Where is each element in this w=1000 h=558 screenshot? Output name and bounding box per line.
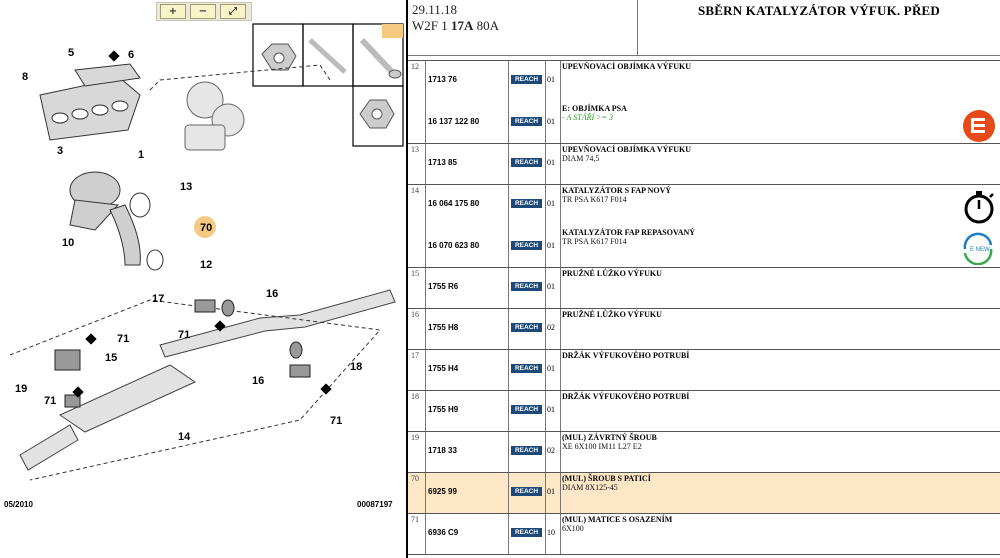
part-row[interactable] <box>408 144 1000 186</box>
part-group-18[interactable] <box>408 390 1000 432</box>
part-name: DRŽÁK VÝFUKOVÉHO POTRUBÍ <box>562 392 690 401</box>
part-row[interactable] <box>408 268 1000 310</box>
reach-badge: REACH <box>511 405 542 414</box>
part-quantity: 01 <box>547 199 555 208</box>
exploded-diagram-panel[interactable] <box>0 0 406 558</box>
svg-text:71: 71 <box>44 395 57 407</box>
header-info <box>412 2 638 34</box>
svg-text:71: 71 <box>330 415 343 427</box>
part-row[interactable] <box>408 432 1000 474</box>
part-description: DIAM 8X125-45 <box>562 483 618 492</box>
zoom-out-icon: − <box>198 6 208 17</box>
svg-text:16: 16 <box>266 288 279 300</box>
reach-badge: REACH <box>511 487 542 496</box>
group-number: 12 <box>411 62 419 71</box>
group-number: 18 <box>411 392 419 401</box>
reach-badge: REACH <box>511 364 542 373</box>
svg-text:8: 8 <box>22 71 29 83</box>
exhaust-drawing <box>0 0 406 520</box>
part-row[interactable] <box>408 227 1000 269</box>
part-row[interactable] <box>408 391 1000 433</box>
part-reference[interactable]: 1755 H4 <box>428 364 459 373</box>
svg-text:17: 17 <box>152 293 165 305</box>
diagram-code: 00087197 <box>357 500 393 509</box>
parts-table <box>408 60 1000 555</box>
part-row[interactable] <box>408 350 1000 392</box>
part-group-71[interactable] <box>408 513 1000 555</box>
part-reference[interactable]: 1718 33 <box>428 446 457 455</box>
reach-badge: REACH <box>511 446 542 455</box>
group-number: 14 <box>411 186 419 195</box>
part-description: 6X100 <box>562 524 584 533</box>
header-model: W2F 1 17A 80A <box>412 18 500 33</box>
svg-text:5: 5 <box>68 47 75 59</box>
zoom-fit-icon: ⤢ <box>229 6 237 17</box>
group-number: 70 <box>411 474 419 483</box>
part-group-15[interactable] <box>408 267 1000 309</box>
part-group-13[interactable] <box>408 143 1000 185</box>
svg-text:16: 16 <box>252 375 265 387</box>
svg-text:71: 71 <box>178 329 191 341</box>
part-quantity: 01 <box>547 75 555 84</box>
reach-badge: REACH <box>511 75 542 84</box>
part-reference[interactable]: 16 070 623 80 <box>428 241 480 250</box>
part-description: XE 6X100 IM11 L27 E2 <box>562 442 642 451</box>
reach-badge: REACH <box>511 528 542 537</box>
part-quantity: 01 <box>547 405 555 414</box>
stopwatch-icon <box>962 189 996 230</box>
reach-badge: REACH <box>511 323 542 332</box>
part-name: (MUL) MATICE S OSAZENÍM <box>562 515 673 524</box>
svg-text:3: 3 <box>57 145 64 157</box>
reach-badge: REACH <box>511 241 542 250</box>
svg-text:71: 71 <box>117 333 130 345</box>
page-title: SBĚRN KATALYZÁTOR VÝFUK. PŘED <box>697 3 940 18</box>
part-row[interactable] <box>408 185 1000 227</box>
part-quantity: 01 <box>547 282 555 291</box>
diagram-date: 05/2010 <box>4 500 33 509</box>
part-name: (MUL) ŠROUB S PATICÍ <box>562 474 651 483</box>
part-row[interactable] <box>408 103 1000 145</box>
part-row[interactable] <box>408 514 1000 556</box>
part-group-16[interactable] <box>408 308 1000 350</box>
part-reference[interactable]: 16 137 122 80 <box>428 117 480 126</box>
part-name: PRUŽNÉ LŮŽKO VÝFUKU <box>562 269 662 278</box>
zoom-in-icon: + <box>168 6 178 17</box>
part-description: DIAM 74,5 <box>562 154 600 163</box>
part-reference[interactable]: 1755 H8 <box>428 323 459 332</box>
part-quantity: 01 <box>547 241 555 250</box>
group-number: 17 <box>411 351 419 360</box>
renew-exchange-icon <box>960 231 996 270</box>
part-reference[interactable]: 1713 85 <box>428 158 457 167</box>
svg-text:1: 1 <box>138 149 145 161</box>
part-quantity: 02 <box>547 446 555 455</box>
svg-text:13: 13 <box>180 181 193 193</box>
part-quantity: 01 <box>547 487 555 496</box>
part-reference[interactable]: 16 064 175 80 <box>428 199 480 208</box>
part-description: TR PSA K617 F014 <box>562 195 627 204</box>
part-name: (MUL) ZÁVRTNÝ ŠROUB <box>562 433 657 442</box>
reach-badge: REACH <box>511 199 542 208</box>
part-name: DRŽÁK VÝFUKOVÉHO POTRUBÍ <box>562 351 690 360</box>
parts-header <box>408 0 1000 56</box>
group-number: 13 <box>411 145 419 154</box>
group-number: 71 <box>411 515 419 524</box>
svg-text:12: 12 <box>200 259 213 271</box>
part-quantity: 10 <box>547 528 555 537</box>
svg-text:6: 6 <box>128 49 135 61</box>
part-row[interactable] <box>408 61 1000 103</box>
svg-text:15: 15 <box>105 352 118 364</box>
header-divider <box>637 0 638 56</box>
part-quantity: 01 <box>547 158 555 167</box>
part-quantity: 02 <box>547 323 555 332</box>
part-reference[interactable]: 1713 76 <box>428 75 457 84</box>
part-row[interactable] <box>408 473 1000 515</box>
part-reference[interactable]: 6925 99 <box>428 487 457 496</box>
part-group-70[interactable] <box>408 472 1000 514</box>
part-reference[interactable]: 6936 C9 <box>428 528 459 537</box>
part-name: KATALYZÁTOR S FAP NOVÝ <box>562 186 672 195</box>
part-quantity: 01 <box>547 364 555 373</box>
part-reference[interactable]: 1755 H9 <box>428 405 459 414</box>
part-group-17[interactable] <box>408 349 1000 391</box>
group-number: 16 <box>411 310 419 319</box>
part-reference[interactable]: 1755 R6 <box>428 282 459 291</box>
svg-text:70: 70 <box>200 222 213 234</box>
part-name: KATALYZÁTOR FAP REPASOVANÝ <box>562 228 696 237</box>
part-group-14[interactable] <box>408 184 1000 268</box>
part-description: TR PSA K617 F014 <box>562 237 627 246</box>
part-name: UPEVŇOVACÍ OBJÍMKA VÝFUKU <box>562 145 692 154</box>
group-number: 15 <box>411 269 419 278</box>
reach-badge: REACH <box>511 282 542 291</box>
header-date: 29.11.18 <box>412 2 458 17</box>
part-name: UPEVŇOVACÍ OBJÍMKA VÝFUKU <box>562 62 692 71</box>
parts-panel <box>406 0 1000 558</box>
part-name: PRUŽNÉ LŮŽKO VÝFUKU <box>562 310 662 319</box>
svg-text:14: 14 <box>178 431 191 443</box>
part-description: - A STÁŘÍ >= 3 <box>562 113 613 122</box>
part-row[interactable] <box>408 309 1000 351</box>
part-quantity: 01 <box>547 117 555 126</box>
reach-badge: REACH <box>511 158 542 167</box>
part-group-19[interactable] <box>408 431 1000 473</box>
group-number: 19 <box>411 433 419 442</box>
part-name: E: OBJÍMKA PSA <box>562 104 627 113</box>
part-group-12[interactable] <box>408 60 1000 144</box>
svg-text:18: 18 <box>350 361 363 373</box>
svg-text:19: 19 <box>15 383 28 395</box>
reach-badge: REACH <box>511 117 542 126</box>
svg-text:E NEW: E NEW <box>970 247 990 253</box>
svg-text:10: 10 <box>62 237 75 249</box>
